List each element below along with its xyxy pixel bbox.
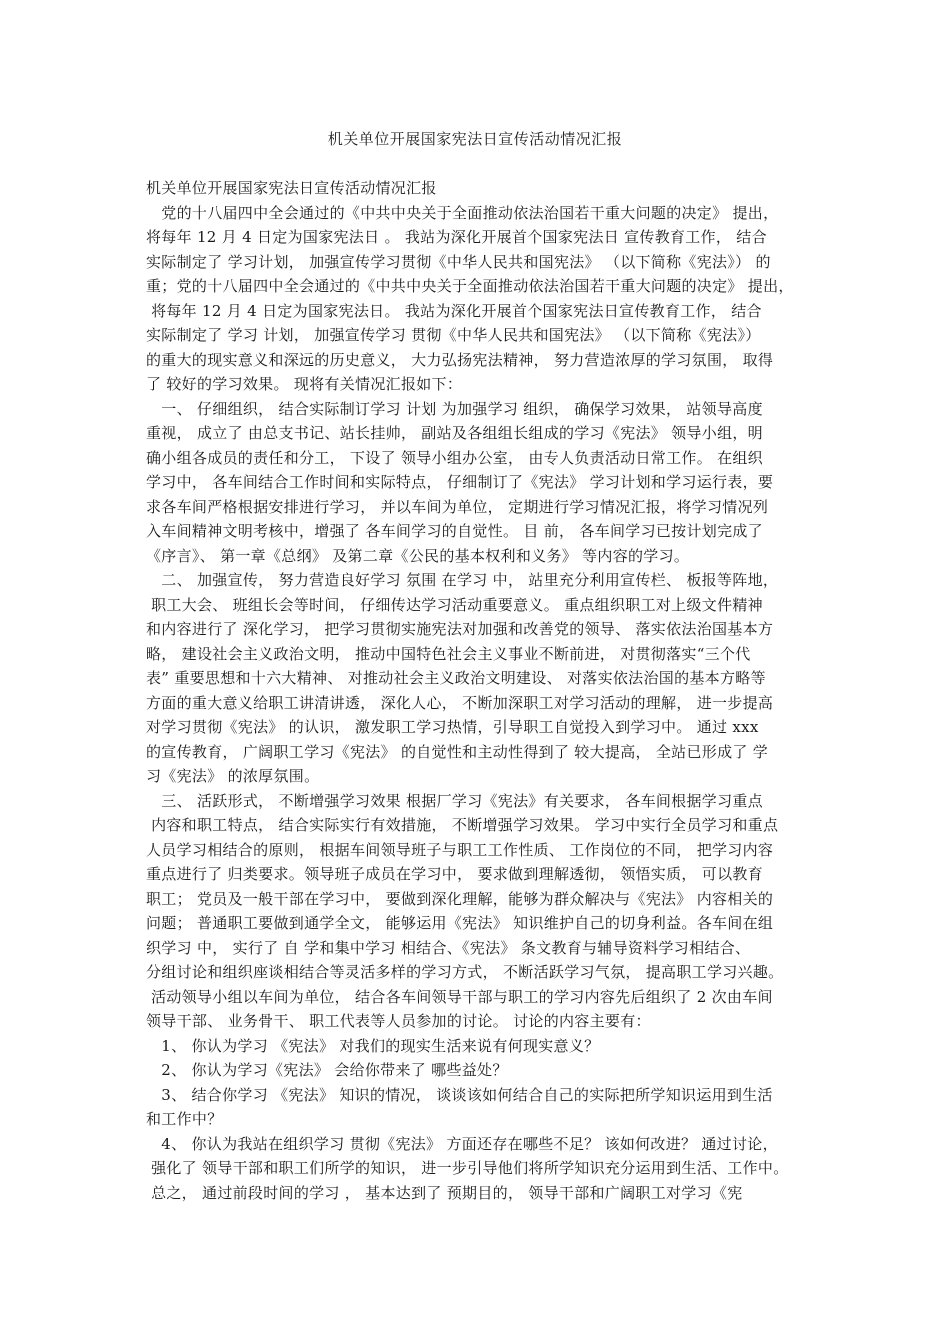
- body-line: 将每年 12 月 4 日定为国家宪法日。 我站为深化开展首个国家宪法日宣传教育工作， 结合: [146, 301, 762, 320]
- body-line: 学习中， 各车间结合工作时间和实际特点， 仔细制订了《宪法》 学习计划和学习运行表，要: [146, 473, 774, 491]
- body-line: 的重大的现实意义和深远的历史意义， 大力弘扬宪法精神， 努力营造浓厚的学习氛围， 取得: [146, 350, 774, 369]
- body-line: 问题； 普通职工要做到通学全文， 能够运用《宪法》 知识维护自己的切身利益。各车间在组: [146, 914, 774, 932]
- body-line: 内容和职工特点， 结合实际实行有效措施， 不断增强学习效果。 学习中实行全员学习和重点: [146, 816, 779, 834]
- body-line: 求各车间严格根据安排进行学习， 并以车间为单位， 定期进行学习情况汇报，将学习情况列: [146, 497, 769, 516]
- body-line: 一、 仔细组织， 结合实际制订学习 计划 为加强学习 组织， 确保学习效果， 站领导高度: [146, 399, 763, 418]
- body-line: 确小组各成员的责任和分工， 下设了 领导小组办公室， 由专人负责活动日常工作。 在组织: [146, 448, 763, 467]
- body-line: 略， 建设社会主义政治文明， 推动中国特色社会主义事业不断前进， 对贯彻落实“三个代: [146, 644, 751, 663]
- body-line: 二、 加强宣传， 努力营造良好学习 氛围 在学习 中， 站里充分利用宣传栏、 板报等阵地，: [146, 571, 779, 589]
- body-line: 党的十八届四中全会通过的《中共中央关于全面推动依法治国若干重大问题的决定》 提出，: [146, 203, 779, 222]
- body-line: 4、 你认为我站在组织学习 贯彻《宪法》 方面还存在哪些不足？ 该如何改进？ 通过讨论，: [146, 1134, 778, 1153]
- body-line: 1、 你认为学习 《宪法》 对我们的现实生活来说有何现实意义？: [146, 1036, 600, 1055]
- body-line: 习《宪法》 的浓厚氛围。: [146, 767, 320, 785]
- body-line: 和工作中？: [146, 1110, 223, 1128]
- body-line: 强化了 领导干部和职工们所学的知识， 进一步引导他们将所学知识充分运用到生活、工作中。: [146, 1159, 789, 1177]
- body-line: 3、 结合你学习 《宪法》 知识的情况， 谈谈该如何结合自己的实际把所学知识运用到生活: [146, 1085, 773, 1104]
- body-line: 2、 你认为学习《宪法》 会给你带来了 哪些益处？: [146, 1061, 508, 1079]
- body-line: 实际制定了 学习计划， 加强宣传学习贯彻《中华人民共和国宪法》 （以下简称《宪法》） 的: [146, 252, 771, 271]
- body-line: 重；党的十八届四中全会通过的《中共中央关于全面推动依法治国若干重大问题的决定》 提出，: [146, 277, 794, 295]
- body-line: 《序言》、 第一章《总纲》 及第二章《公民的基本权利和义务》 等内容的学习。: [146, 546, 690, 565]
- body-line: 分组讨论和组织座谈相结合等灵活多样的学习方式， 不断活跃学习气氛， 提高职工学习兴趣。: [146, 963, 784, 981]
- body-line: 职工大会、 班组长会等时间， 仔细传达学习活动重要意义。 重点组织职工对上级文件精神: [146, 595, 763, 614]
- body-line: 方面的重大意义给职工讲清讲透， 深化人心， 不断加深职工对学习活动的理解， 进一步提高: [146, 693, 774, 712]
- body-line: 机关单位开展国家宪法日宣传活动情况汇报: [146, 179, 437, 197]
- document-title: 机关单位开展国家宪法日宣传活动情况汇报: [327, 130, 623, 148]
- document-body: [146, 176, 818, 1205]
- body-line: 重点进行了 归类要求。领导班子成员在学习中， 要求做到理解透彻， 领悟实质， 可以教育: [146, 865, 763, 883]
- body-line: 三、 活跃形式， 不断增强学习效果 根据厂学习《宪法》有关要求， 各车间根据学习重点: [146, 791, 763, 810]
- body-line: 实际制定了 学习 计划， 加强宣传学习 贯彻《中华人民共和国宪法》 （以下简称《宪法》）: [146, 326, 761, 344]
- body-line: 重视， 成立了 由总支书记、站长挂帅， 副站及各组组长组成的学习《宪法》 领导小组，明: [146, 424, 763, 442]
- body-line: 的宣传教育， 广阔职工学习《宪法》 的自觉性和主动性得到了 较大提高， 全站已形成了 学: [146, 742, 769, 761]
- body-line: 入车间精神文明考核中，增强了 各车间学习的自觉性。 目 前， 各车间学习已按计划完成了: [146, 522, 763, 540]
- body-line: 对学习贯彻《宪法》 的认识， 激发职工学习热情，引导职工自觉投入到学习中。 通过 xxx: [146, 718, 759, 736]
- body-line: 总之， 通过前段时间的学习 ， 基本达到了 预期目的， 领导干部和广阔职工对学习《宪: [146, 1183, 743, 1202]
- body-line: 织学习 中， 实行了 自 学和集中学习 相结合、《宪法》 条文教育与辅导资料学习相结合、: [146, 938, 751, 957]
- body-line: 表” 重要思想和十六大精神、 对推动社会主义政治文明建设、 对落实依法治国的基本方略等: [146, 669, 766, 687]
- body-line: 了 较好的学习效果。 现将有关情况汇报如下：: [146, 375, 463, 393]
- body-line: 职工； 党员及一般干部在学习中， 要做到深化理解，能够为群众解决与《宪法》 内容相关的: [146, 889, 774, 908]
- body-line: 人员学习相结合的原则， 根据车间领导班子与职工工作性质、 工作岗位的不同， 把学习内容: [146, 840, 774, 859]
- body-line: 和内容进行了 深化学习， 把学习贯彻实施宪法对加强和改善党的领导、 落实依法治国基本方: [146, 620, 774, 638]
- body-line: 将每年 12 月 4 日定为国家宪法日 。 我站为深化开展首个国家宪法日 宣传教育工作， 结合: [146, 228, 767, 246]
- body-line: 活动领导小组以车间为单位， 结合各车间领导干部与职工的学习内容先后组织了 2 次由车间: [146, 987, 773, 1006]
- body-line: 领导干部、 业务骨干、 职工代表等人员参加的讨论。 讨论的内容主要有：: [146, 1012, 651, 1030]
